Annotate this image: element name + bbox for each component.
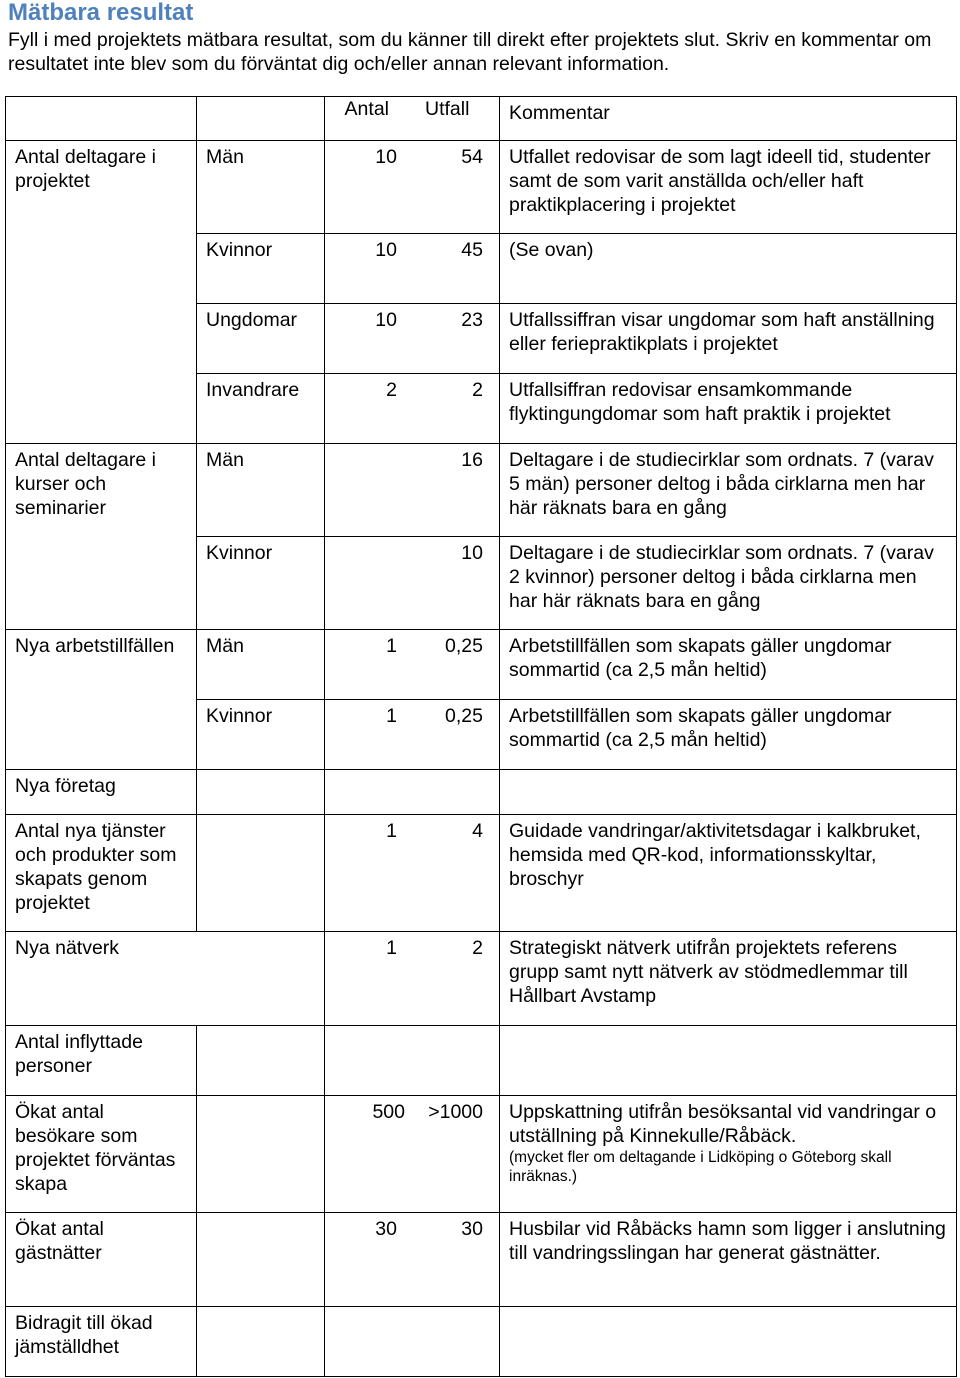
comment-cell: Utfallsiffran redovisar ensamkommande flyktingungdomar som haft praktik i projektet [500, 374, 957, 444]
category-kurser-seminarier: Antal deltagare i kurser och seminarier [6, 444, 197, 630]
comment-text: Uppskattning utifrån besöksantal vid vandringar o utställning på Kinnekulle/Råbäck. [509, 1101, 937, 1147]
utfall-value: 2 [472, 937, 483, 959]
group-cell [197, 1213, 325, 1307]
antal-value: 1 [386, 820, 397, 842]
group-cell: Invandrare [197, 374, 325, 444]
header-utfall: Utfall [425, 98, 470, 120]
utfall-value: 0,25 [445, 705, 483, 727]
header-antal: Antal [344, 98, 389, 120]
group-cell [197, 770, 325, 815]
comment-note: (mycket fler om deltagande i Lidköping o Göteborg skall inräknas.) [509, 1149, 892, 1185]
comment-cell: Deltagare i de studiecirklar som ordnats. 7 (varav 2 kvinnor) personer deltog i båda cirklarna men har här räknats bara en gång [500, 537, 957, 630]
comment-cell: Guidade vandringar/aktivitetsdagar i kalkbruket, hemsida med QR-kod, informationsskyltar, broschyr [500, 815, 957, 932]
antal-value: 30 [375, 1218, 397, 1240]
group-cell [197, 815, 325, 932]
comment-cell [500, 1026, 957, 1096]
value-pair [325, 141, 500, 234]
group-cell: Kvinnor [197, 700, 325, 770]
comment-cell: Deltagare i de studiecirklar som ordnats. 7 (varav 5 män) personer deltog i båda cirklarna men har här räknats bara en gång [500, 444, 957, 537]
value-pair [325, 1026, 500, 1096]
utfall-value: 4 [472, 820, 483, 842]
group-cell: Ungdomar [197, 304, 325, 374]
comment-cell [500, 1096, 957, 1213]
header-row [6, 97, 957, 141]
antal-value [325, 448, 407, 472]
comment-cell: Husbilar vid Råbäcks hamn som ligger i anslutning till vandringsslingan har generat gästnätter. [500, 1213, 957, 1307]
group-cell: Män [197, 444, 325, 537]
value-pair [325, 374, 500, 444]
value-pair [325, 234, 500, 304]
value-pair [325, 1213, 500, 1307]
value-pair [325, 770, 500, 815]
group-cell [197, 1026, 325, 1096]
utfall-value: >1000 [428, 1101, 483, 1123]
value-pair [325, 444, 500, 537]
value-pair [325, 537, 500, 630]
utfall-value: 10 [461, 542, 483, 564]
header-cell [325, 97, 500, 141]
table-row [6, 1026, 957, 1096]
category-besokare: Ökat antal besökare som projektet förväntas skapa [6, 1096, 197, 1213]
utfall-value: 30 [461, 1218, 483, 1240]
antal-value: 500 [372, 1101, 405, 1123]
antal-value: 1 [386, 705, 397, 727]
table-row [6, 444, 957, 537]
comment-cell: Strategiskt nätverk utifrån projektets referens grupp samt nytt nätverk av stödmedlemmar till Hållbart Avstamp [500, 932, 957, 1026]
table-row [6, 141, 957, 234]
table-row [6, 1307, 957, 1377]
category-jamstalldhet: Bidragit till ökad jämställdhet [6, 1307, 197, 1377]
utfall-value: 2 [472, 379, 483, 401]
antal-value: 10 [375, 146, 397, 168]
results-table [5, 96, 957, 1377]
comment-cell: (Se ovan) [500, 234, 957, 304]
value-pair [325, 815, 500, 932]
table-row [6, 1096, 957, 1213]
value-pair [325, 630, 500, 700]
value-pair [325, 700, 500, 770]
antal-value [325, 541, 407, 565]
table-row [6, 1213, 957, 1307]
utfall-value: 54 [461, 146, 483, 168]
comment-cell [500, 1307, 957, 1377]
comment-cell: Arbetstillfällen som skapats gäller ungdomar sommartid (ca 2,5 mån heltid) [500, 700, 957, 770]
page-title: Mätbara resultat [8, 0, 194, 26]
comment-cell: Utfallssiffran visar ungdomar som haft anställning eller feriepraktikplats i projektet [500, 304, 957, 374]
value-pair [325, 1307, 500, 1377]
group-cell [197, 1307, 325, 1377]
header-kommentar: Kommentar [500, 97, 957, 141]
antal-value: 1 [386, 635, 397, 657]
antal-value: 1 [386, 937, 397, 959]
utfall-value: 0,25 [445, 635, 483, 657]
table-row [6, 932, 957, 1026]
group-cell: Män [197, 141, 325, 234]
intro-text: Fyll i med projektets mätbara resultat, som du känner till direkt efter projektets slut. Skriv en kommentar om resultatet inte blev som du förväntat dig och/eller annan relevant information. [8, 29, 932, 75]
antal-value: 10 [375, 239, 397, 261]
category-arbetstillfallen: Nya arbetstillfällen [6, 630, 197, 770]
header-empty-category [6, 97, 197, 141]
category-inflyttade: Antal inflyttade personer [6, 1026, 197, 1096]
group-cell: Män [197, 630, 325, 700]
antal-value: 10 [375, 309, 397, 331]
comment-cell: Arbetstillfällen som skapats gäller ungdomar sommartid (ca 2,5 mån heltid) [500, 630, 957, 700]
group-cell: Kvinnor [197, 234, 325, 304]
comment-cell [500, 770, 957, 815]
utfall-value: 23 [461, 309, 483, 331]
utfall-value: 45 [461, 239, 483, 261]
value-pair [325, 932, 500, 1026]
table-row [6, 815, 957, 932]
category-deltagare-projektet: Antal deltagare i projektet [6, 141, 197, 444]
value-pair [325, 1096, 500, 1213]
table-row [6, 630, 957, 700]
header-empty-group [197, 97, 325, 141]
utfall-value: 16 [461, 449, 483, 471]
table-row [6, 770, 957, 815]
category-tjanster-produkter: Antal nya tjänster och produkter som skapats genom projektet [6, 815, 197, 932]
category-nya-natverk: Nya nätverk [6, 932, 325, 1026]
comment-cell: Utfallet redovisar de som lagt ideell tid, studenter samt de som varit anställda och/eller haft praktikplacering i projektet [500, 141, 957, 234]
group-cell [197, 1096, 325, 1213]
category-gastnatter: Ökat antal gästnätter [6, 1213, 197, 1307]
value-pair [325, 304, 500, 374]
category-nya-foretag: Nya företag [6, 770, 197, 815]
antal-value: 2 [386, 379, 397, 401]
group-cell: Kvinnor [197, 537, 325, 630]
